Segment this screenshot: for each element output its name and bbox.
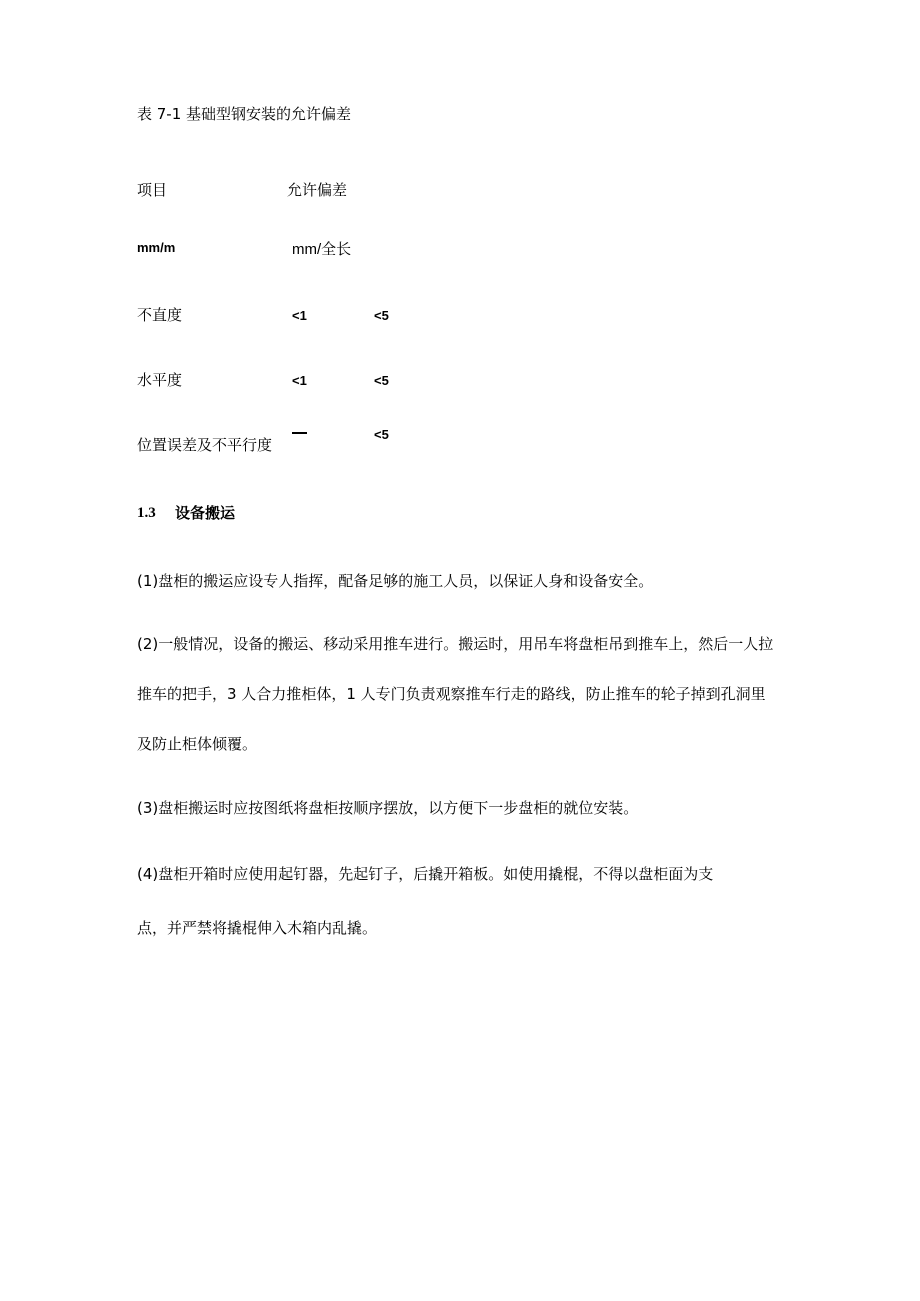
row-item: 位置误差及不平行度 [137, 436, 273, 454]
header-deviation: 允许偏差 [287, 181, 348, 199]
header-item: 项目 [137, 181, 168, 199]
paragraph-line: (3)盘柜搬运时应按图纸将盘柜按顺序摆放，以方便下一步盘柜的就位安装。 [137, 799, 639, 817]
row-full-length: <5 [374, 427, 389, 442]
row-full-length: <5 [374, 373, 389, 388]
section-title: 设备搬运 [175, 504, 236, 522]
unit-per-meter: mm/m [137, 240, 176, 255]
paragraph-line: 及防止柜体倾覆。 [137, 735, 258, 753]
row-item: 水平度 [137, 371, 183, 389]
paragraph-line: 推车的把手，3 人合力推柜体，1 人专门负责观察推车行走的路线，防止推车的轮子掉到孔洞里 [137, 685, 766, 703]
row-item: 不直度 [137, 306, 183, 324]
table-caption: 表 7-1 基础型钢安装的允许偏差 [137, 105, 352, 123]
paragraph-line: 点，并严禁将撬棍伸入木箱内乱撬。 [137, 919, 378, 937]
paragraph-line: (2)一般情况，设备的搬运、移动采用推车进行。搬运时，用吊车将盘柜吊到推车上，然后一人拉 [137, 635, 774, 653]
row-per-meter: <1 [292, 373, 307, 388]
row-full-length: <5 [374, 308, 389, 323]
unit-full-length: mm/全长 [292, 241, 352, 258]
section-number: 1.3 [137, 505, 156, 521]
paragraph-line: (1)盘柜的搬运应设专人指挥，配备足够的施工人员，以保证人身和设备安全。 [137, 572, 654, 590]
paragraph-line: (4)盘柜开箱时应使用起钉器，先起钉子，后撬开箱板。如使用撬棍，不得以盘柜面为支 [137, 865, 714, 883]
row-per-meter: <1 [292, 308, 307, 323]
empty-value-dash [292, 432, 307, 434]
